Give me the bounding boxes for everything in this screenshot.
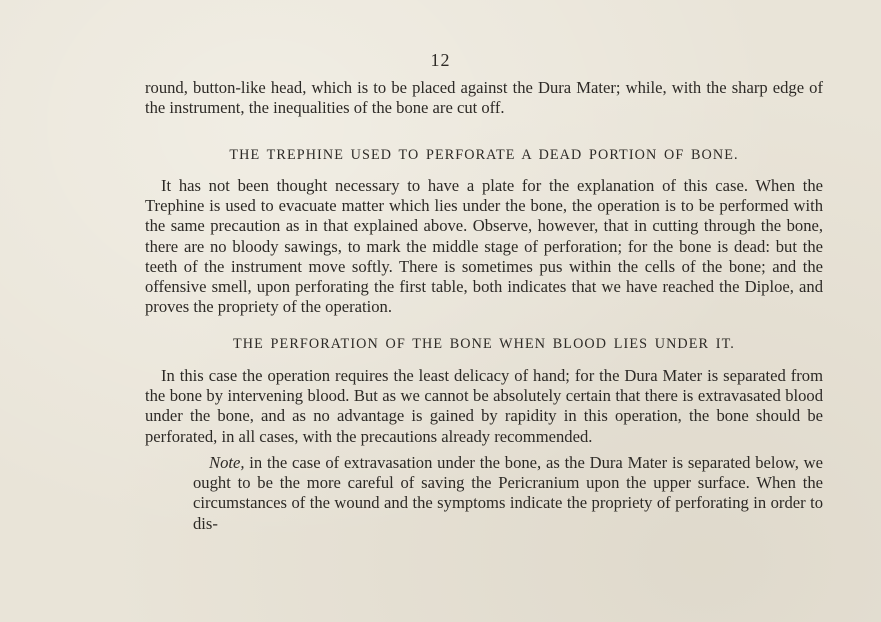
section-heading-blood-under-bone: THE PERFORATION OF THE BONE WHEN BLOOD LIES UNDER IT. xyxy=(233,336,735,352)
paragraph-text: In this case the operation requires the least delicacy of hand; for the Dura Mater is separated from the bone by intervening blood. But as we cannot be absolutely certain that there is extravasated blood under the bone, and as no advantage is gained by rapidity in this operation, the bone should be perforated, in all cases, with the precautions already recommended. xyxy=(145,366,823,446)
page-number: 12 xyxy=(430,50,451,70)
paragraph-text: round, button-like head, which is to be placed against the Dura Mater; while, with the sharp edge of the instrument, the inequalities of the bone are cut off. xyxy=(145,78,823,118)
continuation-paragraph xyxy=(145,78,823,118)
note-text: in the case of extravasation under the bone, as the Dura Mater is separated below, we ought to be the more careful of saving the Pericranium upon the upper surface. When the circumstances of the wound and the symptoms indicate the propriety of perforating in order to dis- xyxy=(193,453,823,533)
paragraph-text: It has not been thought necessary to have a plate for the explanation of this case. When the Trephine is used to evacuate matter which lies under the bone, the operation is to be performed with the same precaution as in that explained above. Observe, however, that in cutting through the bone, there are no bloody sawings, to mark the middle stage of perforation; for the bone is dead: but the teeth of the instrument move softly. There is sometimes pus within the cells of the bone; and the offensive smell, upon perforating the first table, both indicates that we have reached the Diploe, and proves the propriety of the operation. xyxy=(145,176,823,317)
note-paragraph xyxy=(193,453,823,534)
dead-bone-paragraph xyxy=(145,176,823,317)
section-heading-dead-bone: THE TREPHINE USED TO PERFORATE A DEAD PORTION OF BONE. xyxy=(229,147,739,163)
blood-under-bone-paragraph xyxy=(145,366,823,447)
note-label: Note, xyxy=(209,453,245,472)
